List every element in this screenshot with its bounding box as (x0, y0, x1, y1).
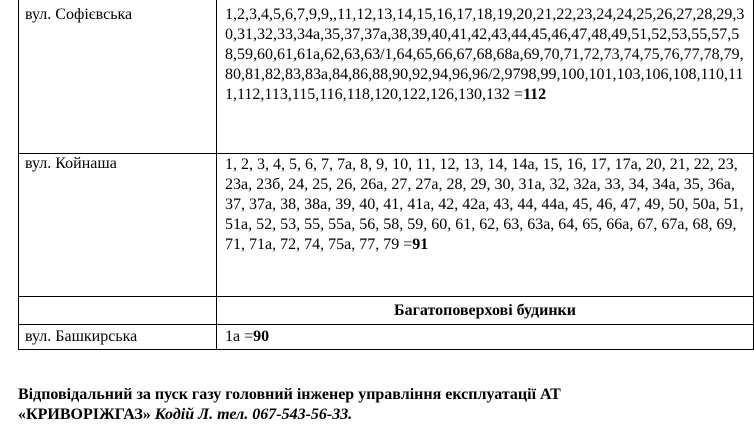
house-numbers-text: 1а (225, 328, 245, 345)
note-line-1: Відповідальний за пуск газу головний інженер управління експлуатації АТ (18, 386, 561, 403)
street-houses-table (18, 0, 754, 350)
house-numbers-cell (217, 0, 754, 154)
company-name: «КРИВОРІЖГАЗ» (18, 406, 155, 423)
total-prefix: = (244, 328, 254, 345)
house-numbers-cell (217, 154, 754, 297)
house-numbers-text: 1,2,3,4,5,6,7,9,9,,11,12,13,14,15,16,17,18,19,20,21,22,23,24,24,25,26,27,28,29,30,31,32,33,34а,35,37,37а,38,39,40,41,42,43,44,45,46,47,48,49,51,52,53,55,57,58,59,60,61,61а,62,63,63/1,64,65,66,67,68,68а,69,70,71,72,73,74,75,76,77,78,79,80,81,82,83,83а,84,86,88,90,92,94,96,96/2,9798,99,100,101,103,106,108,110,111,112,113,115,116,118,120,122,126,130,132 (225, 6, 745, 103)
note-line-2 (18, 405, 738, 425)
street-name-cell: вул. Койнаша (19, 154, 217, 297)
total-prefix: = (403, 236, 413, 253)
responsible-person-note (18, 385, 738, 425)
section-heading: Багатоповерхові будинки (217, 297, 754, 325)
house-count-total: 90 (253, 328, 270, 345)
street-name-cell: вул. Софієвська (19, 0, 217, 154)
table-row (19, 325, 754, 350)
contact-name-phone: Кодій Л. тел. 067-543-56-33. (154, 406, 353, 423)
table-row (19, 154, 754, 297)
total-prefix: = (514, 86, 524, 103)
house-count-total: 91 (412, 236, 429, 253)
house-numbers-text: 1, 2, 3, 4, 5, 6, 7, 7а, 8, 9, 10, 11, 12, 13, 14, 14а, 15, 16, 17, 17а, 20, 21, 22, 23, 23а, 23б, 24, 25, 26, 26а, 27, 27а, 28, 29, 30, 31а, 32, 32а, 33, 34, 34а, 35, 36а, 37, 37а, 38, 38а, 39, 40, 41, 41а, 42, 42а, 43, 44, 44а, 45, 46, 47, 49, 50, 50а, 51, 51а, 52, 53, 55, 55а, 56, 58, 59, 60, 61, 62, 63, 63а, 64, 65, 66а, 67, 67а, 68, 69, 71, 71а, 72, 74, 75а, 77, 79 (225, 156, 744, 253)
empty-cell (19, 297, 217, 325)
street-name-cell: вул. Башкирська (19, 325, 217, 350)
table-row (19, 0, 754, 154)
section-heading-row (19, 297, 754, 325)
house-count-total: 112 (523, 86, 547, 103)
house-numbers-cell (217, 325, 754, 350)
